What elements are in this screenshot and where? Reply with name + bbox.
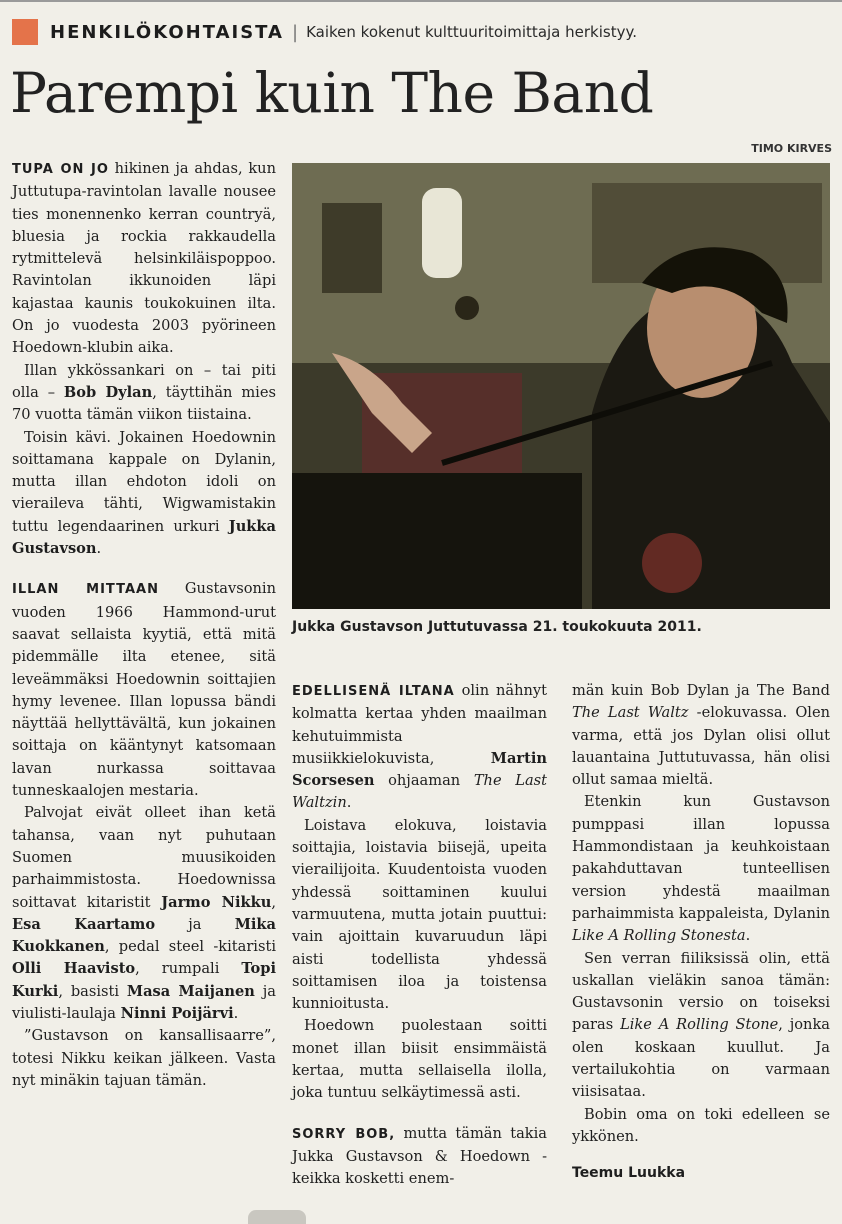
article-photo xyxy=(292,163,830,609)
paragraph-text: män kuin Bob Dylan ja The Band xyxy=(572,682,830,699)
lead-in: SORRY BOB, xyxy=(292,1126,396,1142)
top-rule xyxy=(0,0,842,2)
paragraph xyxy=(572,680,830,791)
section-color-square xyxy=(12,19,38,45)
article-headline: Parempi kuin The Band xyxy=(10,61,654,125)
paragraph-text: , jonka olen koskaan kuullut. Ja vertailukohtia on varmaan viisisataa. xyxy=(572,1016,830,1101)
paragraph-text: ja xyxy=(155,915,235,933)
bold-name: Esa Kaartamo xyxy=(12,915,156,933)
paragraph xyxy=(12,158,276,360)
section-tagline: Kaiken kokenut kulttuuritoimittaja herkistyy. xyxy=(306,23,637,41)
section-separator: | xyxy=(292,21,299,43)
paragraph-text: ja viulisti-laulaja xyxy=(12,982,276,1022)
film-title: The Last Waltz xyxy=(572,704,689,722)
paragraph xyxy=(12,802,276,1025)
paragraph-text: mutta tämän takia Jukka Gustavson & Hoedown -keikka kosketti enem- xyxy=(292,1124,547,1188)
song-title: Like A Rolling Stone xyxy=(620,1016,779,1034)
paragraph-text: . xyxy=(745,927,751,945)
section-name: HENKILÖKOHTAISTA xyxy=(50,21,284,43)
paragraph xyxy=(292,1123,547,1191)
paragraph-text: Etenkin kun Gustavson pumppasi illan lopussa Hammondistaan ja keuhkoistaan pakahduttavan tunteellisen version yhdestä maailman parhaimmista kappaleista, Dylanin xyxy=(572,793,830,922)
paragraph-text: ohjaaman xyxy=(374,772,474,790)
photo-caption: Jukka Gustavson Juttutuvassa 21. toukokuuta 2011. xyxy=(292,619,702,635)
paragraph-text: hikinen ja ahdas, kun Juttutupa-ravintolan lavalle nousee ties monennenko kerran countryä, bluesia ja rockia rakkaudella rytmittelevä helsinkiläispoppoo. Ravintolan ikkunoiden läpi kajastaa kaunis toukokuinen ilta. On jo vuodesta 2003 pyörineen Hoedown-klubin aika. xyxy=(12,160,276,357)
photo-illustration xyxy=(292,163,830,609)
paragraph-text: , täyttihän mies 70 vuotta tämän viikon tiistaina. xyxy=(12,383,276,424)
paragraph xyxy=(12,578,276,802)
paragraph-text: , pedal steel -kitaristi xyxy=(104,938,276,956)
bold-name: Jarmo Nikku xyxy=(161,893,272,911)
paragraph-text: Loistava elokuva, loistavia soittajia, loistavia biisejä, upeita vierailijoita. Kuudentoista vuoden yhdessä soittaminen kuului varmuutena, mutta jotain puuttui: vain ajoittain kuvaruudun läpi aisti todellista yhdessä soittamisen iloa ja toistensa kunnioitusta. xyxy=(292,816,547,1013)
lead-in: ILLAN MITTAAN xyxy=(12,582,159,598)
paragraph-text: -elokuvassa. Olen varma, että jos Dylan olisi ollut lauantaina Juttutuvassa, hän olisi ollut samaa mieltä. xyxy=(572,704,830,789)
photo-credit: TIMO KIRVES xyxy=(751,142,832,155)
paragraph-text: , basisti xyxy=(58,982,127,1000)
paragraph-text: Bobin oma on toki edelleen se ykkönen. xyxy=(572,1105,830,1145)
paragraph-text: olin nähnyt kolmatta kertaa yhden maailman kehutuimmista musiikkielokuvista, xyxy=(292,682,547,767)
paragraph-text: Illan ykkössankari on – tai piti olla – xyxy=(12,361,276,401)
bold-name: Bob Dylan xyxy=(63,383,153,401)
paragraph xyxy=(572,1104,830,1149)
bold-name: Olli Haavisto xyxy=(12,960,136,978)
paragraph-text: Gustavsonin vuoden 1966 Hammond-urut saavat sellaista kyytiä, että mitä pidemmälle ilta etenee, sitä leveämmäksi Hoedownin soittajien hymy levenee. Illan lopussa bändi näyttää hellyttävältä, kun jokainen soittaja on kääntynyt katsomaan lavan nurkassa soittavaa tunneskaalojen mestaria. xyxy=(12,580,276,800)
paragraph-text: , xyxy=(271,893,276,911)
bold-name: Jukka Gustavson xyxy=(12,517,276,558)
song-title: Like A Rolling Stonesta xyxy=(572,927,746,945)
page-tab-marker xyxy=(248,1210,306,1224)
article-author: Teemu Luukka xyxy=(572,1165,686,1182)
paragraph-text: Toisin kävi. Jokainen Hoedownin soittamana kappale on Dylanin, mutta illan ehdoton idoli on vieraileva tähti, Wigwamistakin tuttu legendaarinen urkuri xyxy=(12,428,276,535)
paragraph xyxy=(572,791,830,947)
lead-in: EDELLISENÄ ILTANA xyxy=(292,684,455,699)
paragraph-text: , rumpali xyxy=(135,960,242,978)
paragraph xyxy=(12,1025,276,1092)
bold-name: Masa Maijanen xyxy=(126,982,255,1000)
paragraph-text: . xyxy=(346,794,352,812)
article-column-2 xyxy=(292,680,547,1191)
paragraph xyxy=(292,815,547,1016)
bold-name: Mika Kuokkanen xyxy=(12,915,276,956)
paragraph-text: Hoedown puolestaan soitti monet illan biisit ensimmäistä kertaa, mutta sellaisella ilolla, joka tuntuu selkäytimessä asti. xyxy=(292,1017,547,1102)
film-title: The Last Waltzin xyxy=(292,772,547,812)
paragraph-text: Sen verran fiiliksissä olin, että uskallan vieläkin sanoa tämän: Gustavsonin versio on toiseksi paras xyxy=(572,949,830,1034)
paragraph-text: ”Gustavson on kansallisaarre”, totesi Nikku keikan jälkeen. Vasta nyt minäkin tajuan tämän. xyxy=(12,1027,276,1089)
paragraph xyxy=(292,680,547,815)
paragraph-text: . xyxy=(96,540,102,558)
paragraph xyxy=(572,948,830,1104)
bold-name: Martin Scorsesen xyxy=(292,749,547,790)
article-column-1 xyxy=(12,158,276,1092)
paragraph-text: Palvojat eivät olleet ihan ketä tahansa, vaan nyt puhutaan Suomen muusikoiden parhaimmistosta. Hoedownissa soittavat kitaristit xyxy=(12,804,276,911)
section-kicker xyxy=(12,18,637,46)
paragraph-text: . xyxy=(233,1004,239,1022)
paragraph xyxy=(292,1015,547,1104)
article-column-3 xyxy=(572,680,830,1185)
bold-name: Topi Kurki xyxy=(12,960,276,1000)
paragraph xyxy=(12,360,276,427)
lead-in: TUPA ON JO xyxy=(12,162,109,177)
bold-name: Ninni Poijärvi xyxy=(120,1004,234,1022)
paragraph xyxy=(12,427,276,561)
